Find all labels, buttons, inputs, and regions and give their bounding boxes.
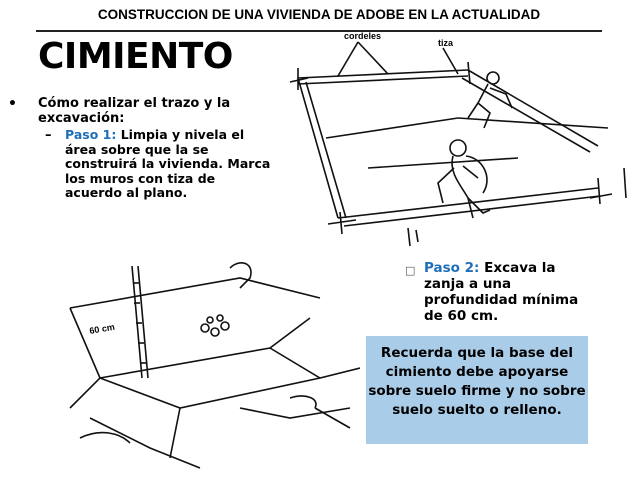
cordeles-label: cordeles — [344, 31, 382, 41]
step2-body: Excava la zanja a una profundidad mínima de 60 cm. — [424, 260, 579, 324]
excavation-illustration — [60, 258, 360, 479]
step1-body: Limpia y nivela el área sobre que la se construirá la vivienda. Marca los muros con tiza de acuerdo al plano. — [65, 127, 271, 200]
presentation-header: CONSTRUCCION DE UNA VIVIENDA DE ADOBE EN LA ACTUALIDAD — [97, 7, 541, 22]
slide-title: CIMIENTO — [38, 36, 233, 77]
trazo-illustration — [268, 28, 638, 260]
sub-bullet-marker: – — [45, 128, 52, 143]
bullet-marker: • — [8, 96, 17, 112]
depth-label: 60 cm — [88, 321, 116, 336]
tiza-label: tiza — [438, 38, 454, 48]
step1-text — [65, 128, 275, 201]
reminder-note: Recuerda que la base del cimiento debe apoyarse sobre suelo firme y no sobre suelo suelto o relleno. — [366, 336, 588, 444]
checkbox-bullet: □ — [405, 264, 416, 277]
bullet-main-text: Cómo realizar el trazo y la excavación: — [38, 96, 231, 126]
step1-label: Paso 1: — [65, 127, 117, 142]
step2-text — [424, 260, 599, 324]
step2-label: Paso 2: — [424, 260, 480, 276]
